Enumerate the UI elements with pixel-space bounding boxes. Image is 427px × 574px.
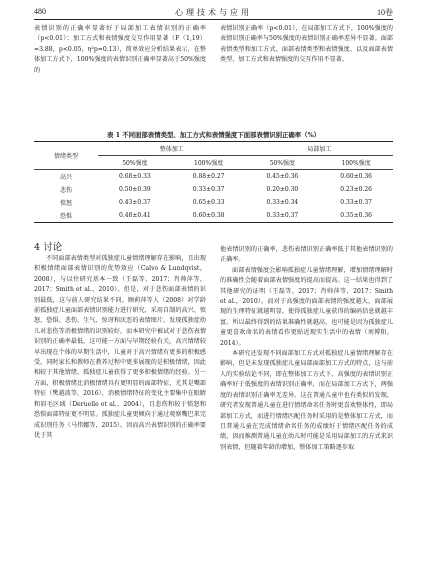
row-label: 恐惧 xyxy=(59,213,72,220)
table-cell: 0.35±0.36 xyxy=(340,212,372,219)
row-label: 愤怒 xyxy=(59,200,72,207)
table-caption: 表 1 不同面部表情类型、加工方式和表情强度下面部表情识别正确率（%） xyxy=(106,131,321,139)
paragraph: 面部表情强度会影响孤独症儿童情绪理解，增加情绪理解时的准确性会随着面部表情强度的提高而提高。这一结果也得到了其他研究的证明（王磊等，2017；肖帅萍等，2017；Smith et al.，2010）。而对于高强度的面部表情的强度越大，面部展现的生理特征就越明显，使得孤独症儿童获得的编码信息就越丰富，所以最终得到的结果准确性就越高，也可能是因为孤独症儿童更喜欢命名的表情看作更贴近现实生活中的表情（刘博阳，2014）。 xyxy=(220,266,393,347)
table-subheader: 50%强度 xyxy=(122,160,148,167)
table-row xyxy=(34,183,393,196)
table-row xyxy=(34,170,393,184)
table-column-header: 情绪类型 xyxy=(34,142,98,170)
table-cell: 0.48±0.41 xyxy=(119,212,151,219)
table-group-header: 局部加工 xyxy=(246,142,394,156)
table-cell: 0.50±0.39 xyxy=(119,186,151,193)
discussion-left-column xyxy=(34,254,206,441)
volume-label: 10卷 xyxy=(377,8,393,17)
table-cell: 0.88±0.27 xyxy=(192,173,225,180)
running-header xyxy=(0,0,427,22)
section-heading: 4 讨论 xyxy=(34,242,63,253)
row-label: 高兴 xyxy=(59,174,72,181)
row-label: 悲伤 xyxy=(59,187,72,194)
table-cell: 0.23±0.26 xyxy=(340,186,372,193)
paragraph: 不同面部表情类型对孤独症儿童情绪理解存在影响，且出现积极情绪面部表情识别的优势效应（Calvo & Lundqvist，2008），与以往研究基本一致（王磊等，2017；肖帅萍等，2017；Smith et al.，2010）。但是，对于悲伤面部表情的识别最低，这与前人研究结果不同。顾莉萍等人（2008）对学龄前孤独症儿童面部表情识别能力进行研究，采用自制的高兴、愤怒、恐惧、悲伤、生气、惊讶和厌恶的表情图片，发现孤独症幼儿对悲伤等消极情绪的识别较好，而本研究中被试对于悲伤表情识别的正确率最低。这可能一方面与早期经验有关，高兴情绪较早出现在个体的早期生活中，儿童对于高兴情绪有更多的积极感受，同时家长和教师在教养过程中更多展现的是积极情绪，因此相较于其他情绪，孤独症儿童获得了更多积极情绪的经验。另一方面，积极情绪比消极情绪具有更明显的面部特征，尤其是嘴部特征（樊越波等，2016），消极情绪特征的变化主要集中在眼睛和眉毛区域（Deruelle et al.，2004），且悲伤和较于愤怒和恐惧面部特征更不明显。孤独症儿童更倾向于通过观察嘴巴来完成识别任务（马伟娜等，2015）。因而高兴表情识别的正确率要优于其 xyxy=(34,255,206,439)
table-cell: 0.60±0.38 xyxy=(192,212,225,219)
journal-title: 心理技术与应用 xyxy=(175,8,252,17)
table-cell: 0.33±0.37 xyxy=(192,186,225,193)
top-right-paragraph xyxy=(220,24,393,66)
discussion-right-column xyxy=(220,245,393,453)
table-cell: 0.45±0.36 xyxy=(266,173,299,180)
table-cell: 0.33±0.34 xyxy=(266,199,299,206)
table-group-header: 整体加工 xyxy=(98,142,246,156)
table-subheader: 100%强度 xyxy=(194,160,224,167)
table-cell: 0.60±0.36 xyxy=(340,173,372,180)
top-left-paragraph xyxy=(34,24,206,76)
table-row xyxy=(34,196,393,209)
table-cell: 0.43±0.37 xyxy=(119,199,151,206)
paragraph: 本研究还发现不同面部加工方式对孤独症儿童情绪理解存在影响，但是未发现孤独症儿童局部面部加工方式的特点，这与前人的实验结论不同，即在整体加工方式下，高强度的表情识别正确率好于低强度的表情识别正确率，而在局部加工方式下，两强度的表情识别正确率无差异。这在普通儿童中也有类似的发现，研究者发现普通儿童在进行情绪命名任务时更喜欢整体性，即局部加工方式，而进行情绪匹配任务时采用的是整体加工方式，而且普通儿童在完成情绪命名任务的成绩好于情绪匹配任务的成绩，因而推测普通儿童在幼儿时可能是采用局部加工的方式来识别表情，但随着年龄的增加，整体加工策略逐步取 xyxy=(220,350,393,451)
page-number: 480 xyxy=(34,7,46,16)
table-cell: 0.68±0.33 xyxy=(119,173,151,180)
paragraph: 表情识别正确率（p<0.01），在局部加工方式下，100%强度的表情识别正确率与50%强度的表情识别正确率差异不显著。面部表情类型和加工方式、面部表情类型和表情强度、以及面部表情类型、加工方式和表情强度的交互作用不显著。 xyxy=(220,25,393,64)
paragraph: 表情识别的正确率显著好于局部加工表情识别的正确率（p<0.01）；加工方式和表情强度交互作用显著（F（1,19）=3.88，p<0.05，η²p=0.13），简单效应分析结果表示，在整体加工方式下，100%强度的表情识别正确率显著高于50%强度的 xyxy=(34,25,206,74)
table-subheader: 50%强度 xyxy=(269,160,296,167)
header-rule xyxy=(34,19,393,20)
table-cell: 0.20±0.30 xyxy=(266,186,299,193)
table-cell: 0.65±0.33 xyxy=(192,199,225,206)
results-table xyxy=(34,141,393,223)
table-subheader: 100%强度 xyxy=(341,160,371,167)
table-cell: 0.33±0.37 xyxy=(340,199,372,206)
table-row xyxy=(34,209,393,223)
table-cell: 0.33±0.37 xyxy=(266,212,299,219)
paragraph: 他表情识别的正确率，悲伤表情识别正确率低于其他表情识别的正确率。 xyxy=(220,246,393,264)
